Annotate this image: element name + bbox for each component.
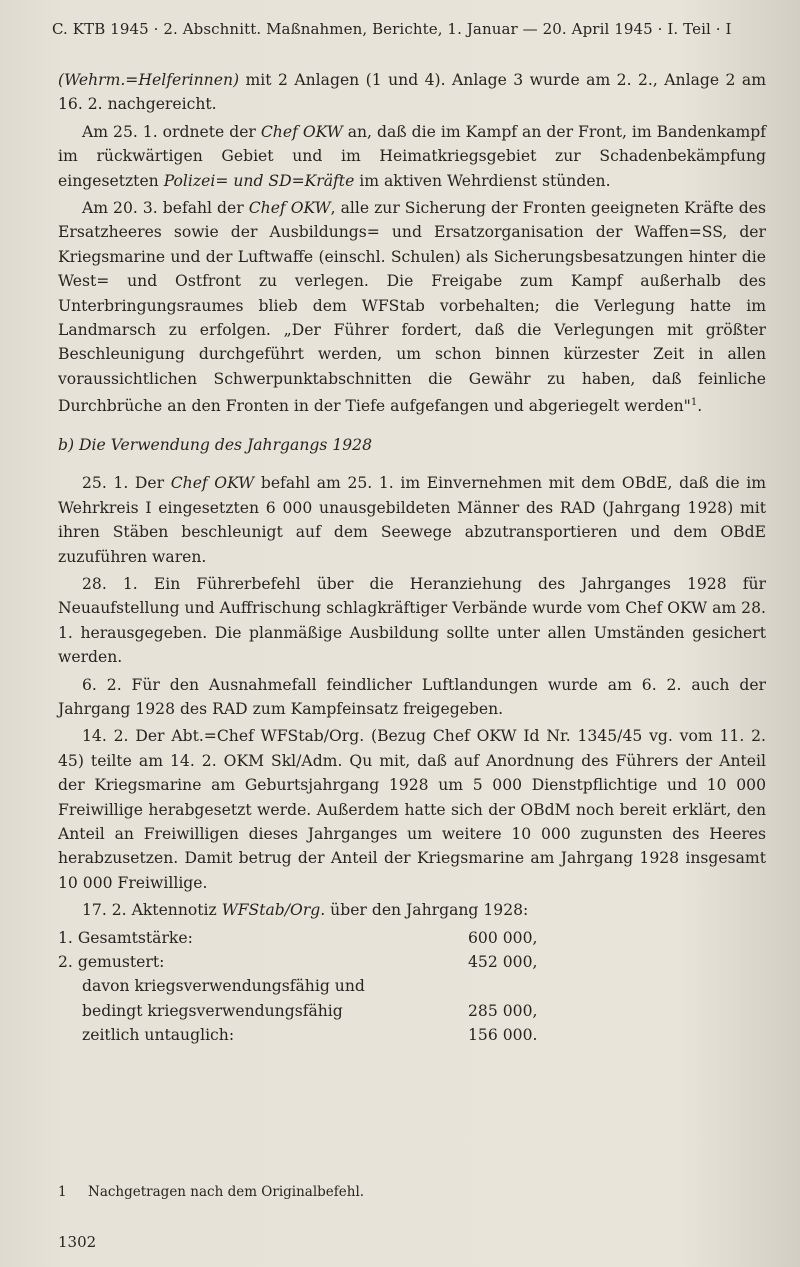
list-value: 285 000, [468, 1001, 538, 1020]
list-label: zeitlich untauglich: [82, 1026, 235, 1045]
paragraph [58, 68, 766, 117]
text-span: 25. 1. Der [82, 474, 171, 493]
paragraph [58, 898, 766, 922]
paragraph: 6. 2. Für den Ausnahmefall feindlicher Luftlandungen wurde am 6. 2. auch der Jahrgang 1928 des RAD zum Kampfeinsatz freigegeben. [58, 675, 766, 718]
paragraph: 14. 2. Der Abt.=Chef WFStab/Org. (Bezug Chef OKW Id Nr. 1345/45 vg. vom 11. 2. 45) teilte am 14. 2. OKM Skl/Adm. Qu mit, daß auf Anordnung des Führers der Anteil der Kriegsmarine am Geburtsjahrgang 1928 um 5 000 Dienstpflichtige und 10 000 Freiwillige herabgesetzt werde. Außerdem hatte sich der OBdM noch bereit erklärt, den Anteil an Freiwilligen dieses Jahrganges um weitere 10 000 zugunsten des Heeres herabzusetzen. Damit betrug der Anteil der Kriegsmarine am Jahrgang 1928 insgesamt 10 000 Freiwillige. [58, 727, 766, 892]
list-label: bedingt kriegsverwendungsfähig [82, 1001, 343, 1020]
body-text [58, 68, 766, 1048]
list-label: davon kriegsverwendungsfähig und [82, 977, 365, 996]
page-number: 1302 [58, 1233, 97, 1251]
list-value: 452 000, [468, 952, 538, 971]
italic-term: Chef OKW [260, 122, 343, 141]
italic-term: Chef OKW [170, 474, 255, 493]
footnote-marker: 1 [690, 397, 698, 409]
italic-term: Chef OKW [248, 199, 331, 218]
text-span: Am 20. 3. befahl der [82, 199, 249, 218]
text-span: mit 2 Anlagen (1 und 4). Anlage 3 wurde am 2. 2., Anlage 2 am 16. 2. nachgereicht. [58, 71, 766, 114]
footnote-text: Nachgetragen nach dem Originalbefehl. [88, 1184, 365, 1200]
list-label: 1. Gesamtstärke: [58, 928, 193, 947]
text-span: , alle zur Sicherung der Fronten geeigneten Kräfte des Ersatzheeres sowie der Ausbildungs= und Ersatzorganisation der Waffen=SS, der Kriegsmarine und der Luftwaffe (einschl. Schulen) als Sicherungsbesatzungen hinter die West= und Ostfront zu verlegen. Die Freigabe zum Kampf außerhalb des Unterbringungsraumes blieb dem WFStab vorbehalten; die Verlegung hatte im Landmarsch zu erfolgen. „Der Führer fordert, daß die Verlegungen mit größter Beschleunigung durchgeführt werden, um schon binnen kürzester Zeit in allen voraussichtlichen Schwerpunktabschnitten die Gewähr zu haben, daß feinliche Durchbrüche an den Fronten in der Tiefe aufgefangen und abgeriegelt werden" [58, 199, 767, 416]
footnote [58, 1184, 758, 1200]
running-header: C. KTB 1945 · 2. Abschnitt. Maßnahmen, Berichte, 1. Januar — 20. April 1945 · I. Teil · I [52, 20, 732, 38]
paragraph: 28. 1. Ein Führerbefehl über die Heranziehung des Jahrganges 1928 für Neuaufstellung und Auffrischung schlagkräftiger Verbände wurde vom Chef OKW am 28. 1. herausgegeben. Die planmäßige Ausbildung sollte unter allen Umständen gesichert werden. [58, 574, 766, 667]
list-label: 2. gemustert: [58, 952, 165, 971]
text-span: im aktiven Wehrdienst stünden. [354, 171, 611, 190]
text-span: befahl am 25. 1. im Einvernehmen mit dem OBdE, daß die im Wehrkreis I eingesetzten 6 000 unausgebildeten Männer des RAD (Jahrgang 1928) mit ihren Stäben beschleunigt auf dem Seewege abzutransportieren und dem OBdE zuzuführen waren. [58, 474, 767, 566]
text-span: . [697, 397, 703, 416]
strength-list [58, 926, 766, 1048]
list-value: 156 000. [468, 1026, 538, 1045]
paragraph [58, 196, 766, 419]
list-item [58, 974, 766, 998]
paragraph [58, 471, 766, 569]
paragraph [58, 120, 766, 193]
italic-term: Polizei= und SD=Kräfte [163, 171, 355, 190]
text-span: Am 25. 1. ordnete der [82, 122, 261, 141]
italic-term: (Wehrm.=Helferinnen) [58, 71, 240, 89]
list-value: 600 000, [468, 928, 538, 947]
section-heading: b) Die Verwendung des Jahrgangs 1928 [58, 435, 372, 454]
list-item [58, 999, 766, 1023]
list-item [58, 1023, 766, 1047]
text-span: über den Jahrgang 1928: [325, 901, 529, 920]
italic-term: WFStab/Org. [221, 901, 326, 920]
list-value [468, 974, 588, 998]
list-item [58, 950, 766, 974]
footnote-number: 1 [58, 1184, 67, 1200]
text-span: an, daß die im Kampf an der Front, im Bandenkampf im rückwärtigen Gebiet und im Heimatkriegsgebiet zur Schadenbekämpfung eingesetzten [58, 122, 766, 190]
list-item [58, 926, 766, 950]
text-span: 17. 2. Aktennotiz [82, 901, 222, 920]
